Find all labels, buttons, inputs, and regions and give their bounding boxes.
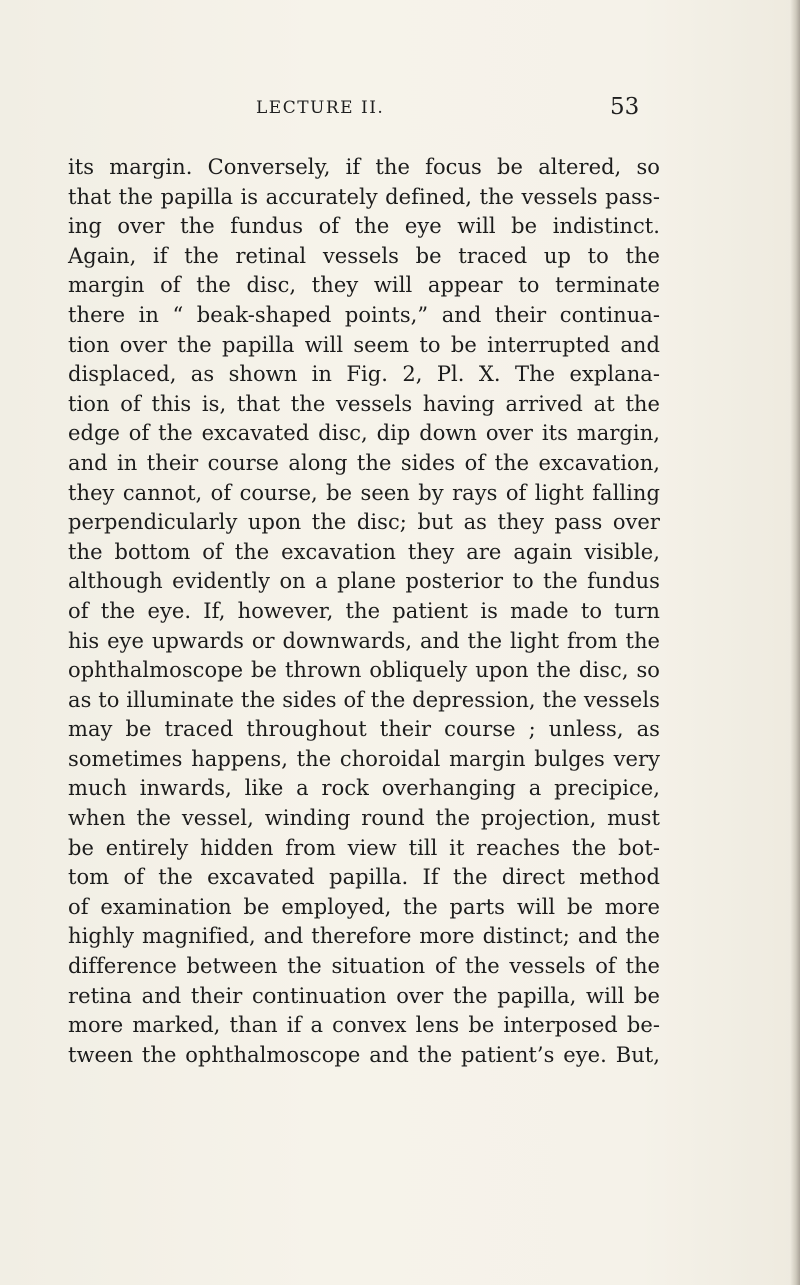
text-line: his eye upwards or downwards, and the light from the (68, 628, 660, 653)
page-edge-shadow (790, 0, 800, 1285)
text-line: as to illuminate the sides of the depression, the vessels (68, 687, 660, 712)
text-line: of the eye. If, however, the patient is made to turn (68, 598, 660, 623)
text-line: of examination be employed, the parts will be more (68, 894, 660, 919)
text-line: tion over the papilla will seem to be interrupted and (68, 332, 660, 357)
text-line: highly magnified, and therefore more distinct; and the (68, 924, 660, 949)
text-line: the bottom of the excavation they are again visible, (68, 539, 660, 564)
text-line: displaced, as shown in Fig. 2, Pl. X. The explana- (68, 362, 660, 387)
text-line: its margin. Conversely, if the focus be altered, so (68, 155, 660, 179)
page-header (0, 94, 800, 128)
text-line: tom of the excavated papilla. If the direct method (68, 865, 660, 890)
text-line: when the vessel, winding round the projection, must (68, 806, 660, 831)
text-line: there in “ beak-shaped points,” and their continua- (68, 302, 660, 327)
text-line: that the papilla is accurately defined, the vessels pass- (68, 184, 660, 209)
text-line: difference between the situation of the vessels of the (68, 954, 660, 979)
text-line: although evidently on a plane posterior to the fundus (68, 569, 660, 594)
page-number: 53 (610, 94, 640, 120)
text-line: be entirely hidden from view till it reaches the bot- (68, 835, 660, 860)
text-line: ing over the fundus of the eye will be indistinct. (68, 214, 660, 239)
text-line: tion of this is, that the vessels having arrived at the (68, 391, 660, 416)
text-line: perpendicularly upon the disc; but as they pass over (68, 510, 660, 535)
text-line: and in their course along the sides of the excavation, (68, 450, 660, 475)
text-line: Again, if the retinal vessels be traced up to the (68, 243, 660, 268)
text-line: sometimes happens, the choroidal margin bulges very (68, 746, 660, 771)
text-line: much inwards, like a rock overhanging a precipice, (68, 776, 660, 801)
text-line: tween the ophthalmoscope and the patient’s eye. But, (68, 1042, 660, 1067)
running-head: LECTURE II. (256, 98, 385, 118)
text-line: edge of the excavated disc, dip down over its margin, (68, 421, 660, 446)
text-line: retina and their continuation over the papilla, will be (68, 983, 660, 1008)
text-line: may be traced throughout their course ; unless, as (68, 717, 660, 742)
text-line: margin of the disc, they will appear to terminate (68, 273, 660, 298)
text-line: ophthalmoscope be thrown obliquely upon the disc, so (68, 658, 660, 683)
body-text (68, 153, 660, 1070)
text-line: more marked, than if a convex lens be interposed be- (68, 1013, 660, 1038)
text-line: they cannot, of course, be seen by rays of light falling (68, 480, 660, 505)
